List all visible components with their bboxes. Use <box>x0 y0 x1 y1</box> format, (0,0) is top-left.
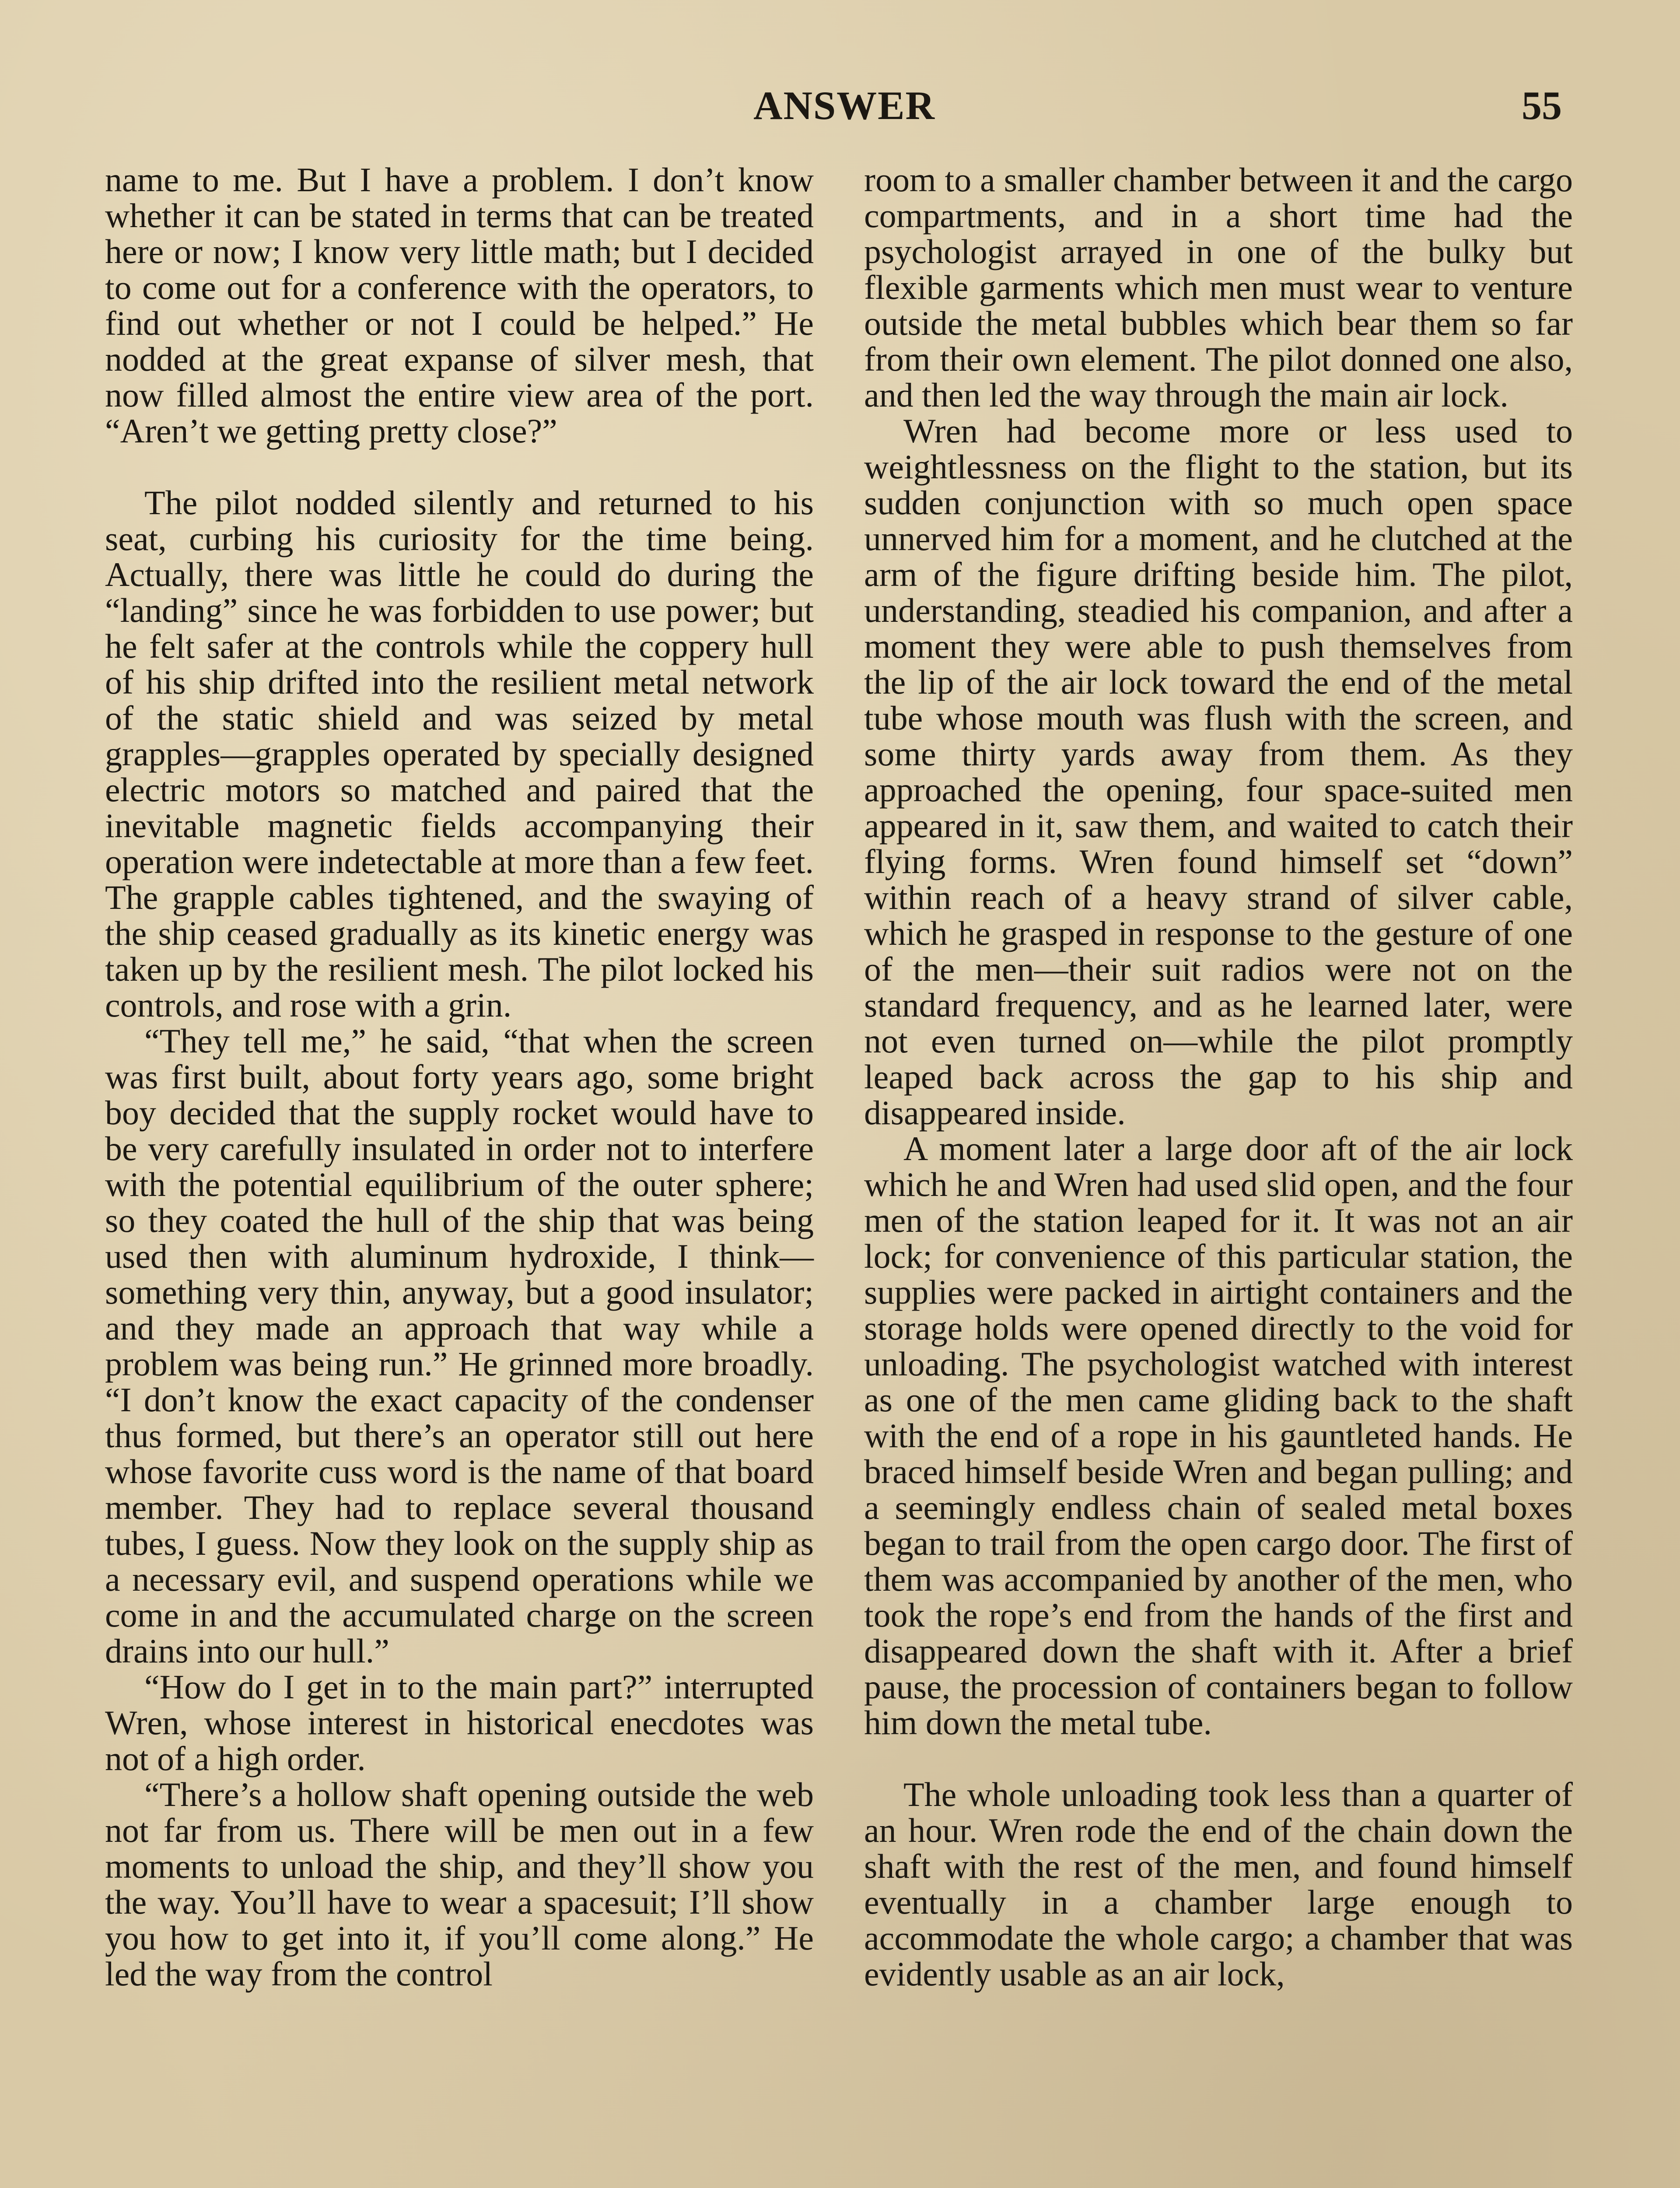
paragraph: name to me. But I have a problem. I don’t know whether it can be stated in terms that can be treated here or now; I know very little math; but I decided to come out for a conference with the operators, to find out whether or not I could be helped.” He nodded at the great expanse of silver mesh, that now filled almost the entire view area of the port. “Aren’t we getting pretty close?” <box>105 161 814 450</box>
paragraph: “There’s a hollow shaft opening outside the web not far from us. There will be men out in a few moments to unload the ship, and they’ll show you the way. You’ll have to wear a spacesuit; I’ll show you how to get into it, if you’ll come along.” He led the way from the control <box>105 1775 814 1993</box>
page-number: 55 <box>1522 83 1562 128</box>
paragraph: “How do I get in to the main part?” interrupted Wren, whose interest in historical enecdotes was not of a high order. <box>105 1668 814 1778</box>
paragraph: The pilot nodded silently and returned to his seat, curbing his curiosity for the time being. Actually, there was little he could do during the “landing” since he was forbidden to use power; but he felt safer at the controls while the coppery hull of his ship drifted into the resilient metal network of the static shield and was seized by metal grapples—grapples operated by specially designed electric motors so matched and paired that the inevitable magnetic fields accompanying their operation were indetectable at more than a few feet. The grapple cables tightened, and the swaying of the ship ceased gradually as its kinetic energy was taken up by the resilient mesh. The pilot locked his controls, and rose with a grin. <box>105 484 814 1024</box>
paragraph: A moment later a large door aft of the air lock which he and Wren had used slid open, and the four men of the station leaped for it. It was not an air lock; for convenience of this particular station, the supplies were packed in airtight containers and the storage holds were opened directly to the void for unloading. The psychologist watched with interest as one of the men came gliding back to the shaft with the end of a rope in his gauntleted hands. He braced himself beside Wren and began pulling; and a seemingly endless chain of sealed metal boxes began to trail from the open cargo door. The first of them was accompanied by another of the men, who took the rope’s end from the hands of the first and disappeared down the shaft with it. After a brief pause, the procession of containers began to follow him down the metal tube. <box>864 1129 1573 1742</box>
paragraph: Wren had become more or less used to weightlessness on the flight to the station, but its sudden conjunction with so much open space unnerved him for a moment, and he clutched at the arm of the figure drifting beside him. The pilot, understanding, steadied his companion, and after a moment they were able to push themselves from the lip of the air lock toward the end of the metal tube whose mouth was flush with the screen, and some thirty yards away from them. As they approached the opening, four space-suited men appeared in it, saw them, and waited to catch their flying forms. Wren found himself set “down” within reach of a heavy strand of silver cable, which he grasped in response to the gesture of one of the men—their suit radios were not on the standard frequency, and as he learned later, were not even turned on—while the pilot promptly leaped back across the gap to his ship and disappeared inside. <box>864 412 1573 1132</box>
paragraph: room to a smaller chamber between it and the cargo compartments, and in a short time had the psychologist arrayed in one of the bulky but flexible garments which men must wear to venture outside the metal bubbles which bear them so far from their own element. The pilot donned one also, and then led the way through the main air lock. <box>864 161 1573 414</box>
paragraph: “They tell me,” he said, “that when the screen was first built, about forty years ago, some bright boy decided that the supply rocket would have to be very carefully insulated in order not to interfere with the potential equilibrium of the outer sphere; so they coated the hull of the ship that was being used then with aluminum hydroxide, I think—something very thin, anyway, but a good insulator; and they made an approach that way while a problem was being run.” He grinned more broadly. “I don’t know the exact capacity of the condenser thus formed, but there’s an operator still out here whose favorite cuss word is the name of that board member. They had to replace several thousand tubes, I guess. Now they look on the supply ship as a necessary evil, and suspend operations while we come in and the accumulated charge on the screen drains into our hull.” <box>105 1022 814 1670</box>
paragraph: The whole unloading took less than a quarter of an hour. Wren rode the end of the chain down the shaft with the rest of the men, and found himself eventually in a chamber large enough to accommodate the whole cargo; a chamber that was evidently usable as an air lock, <box>864 1775 1573 1993</box>
right-column <box>864 162 1573 1992</box>
left-column <box>105 162 814 1992</box>
running-title: ANSWER <box>753 83 935 128</box>
